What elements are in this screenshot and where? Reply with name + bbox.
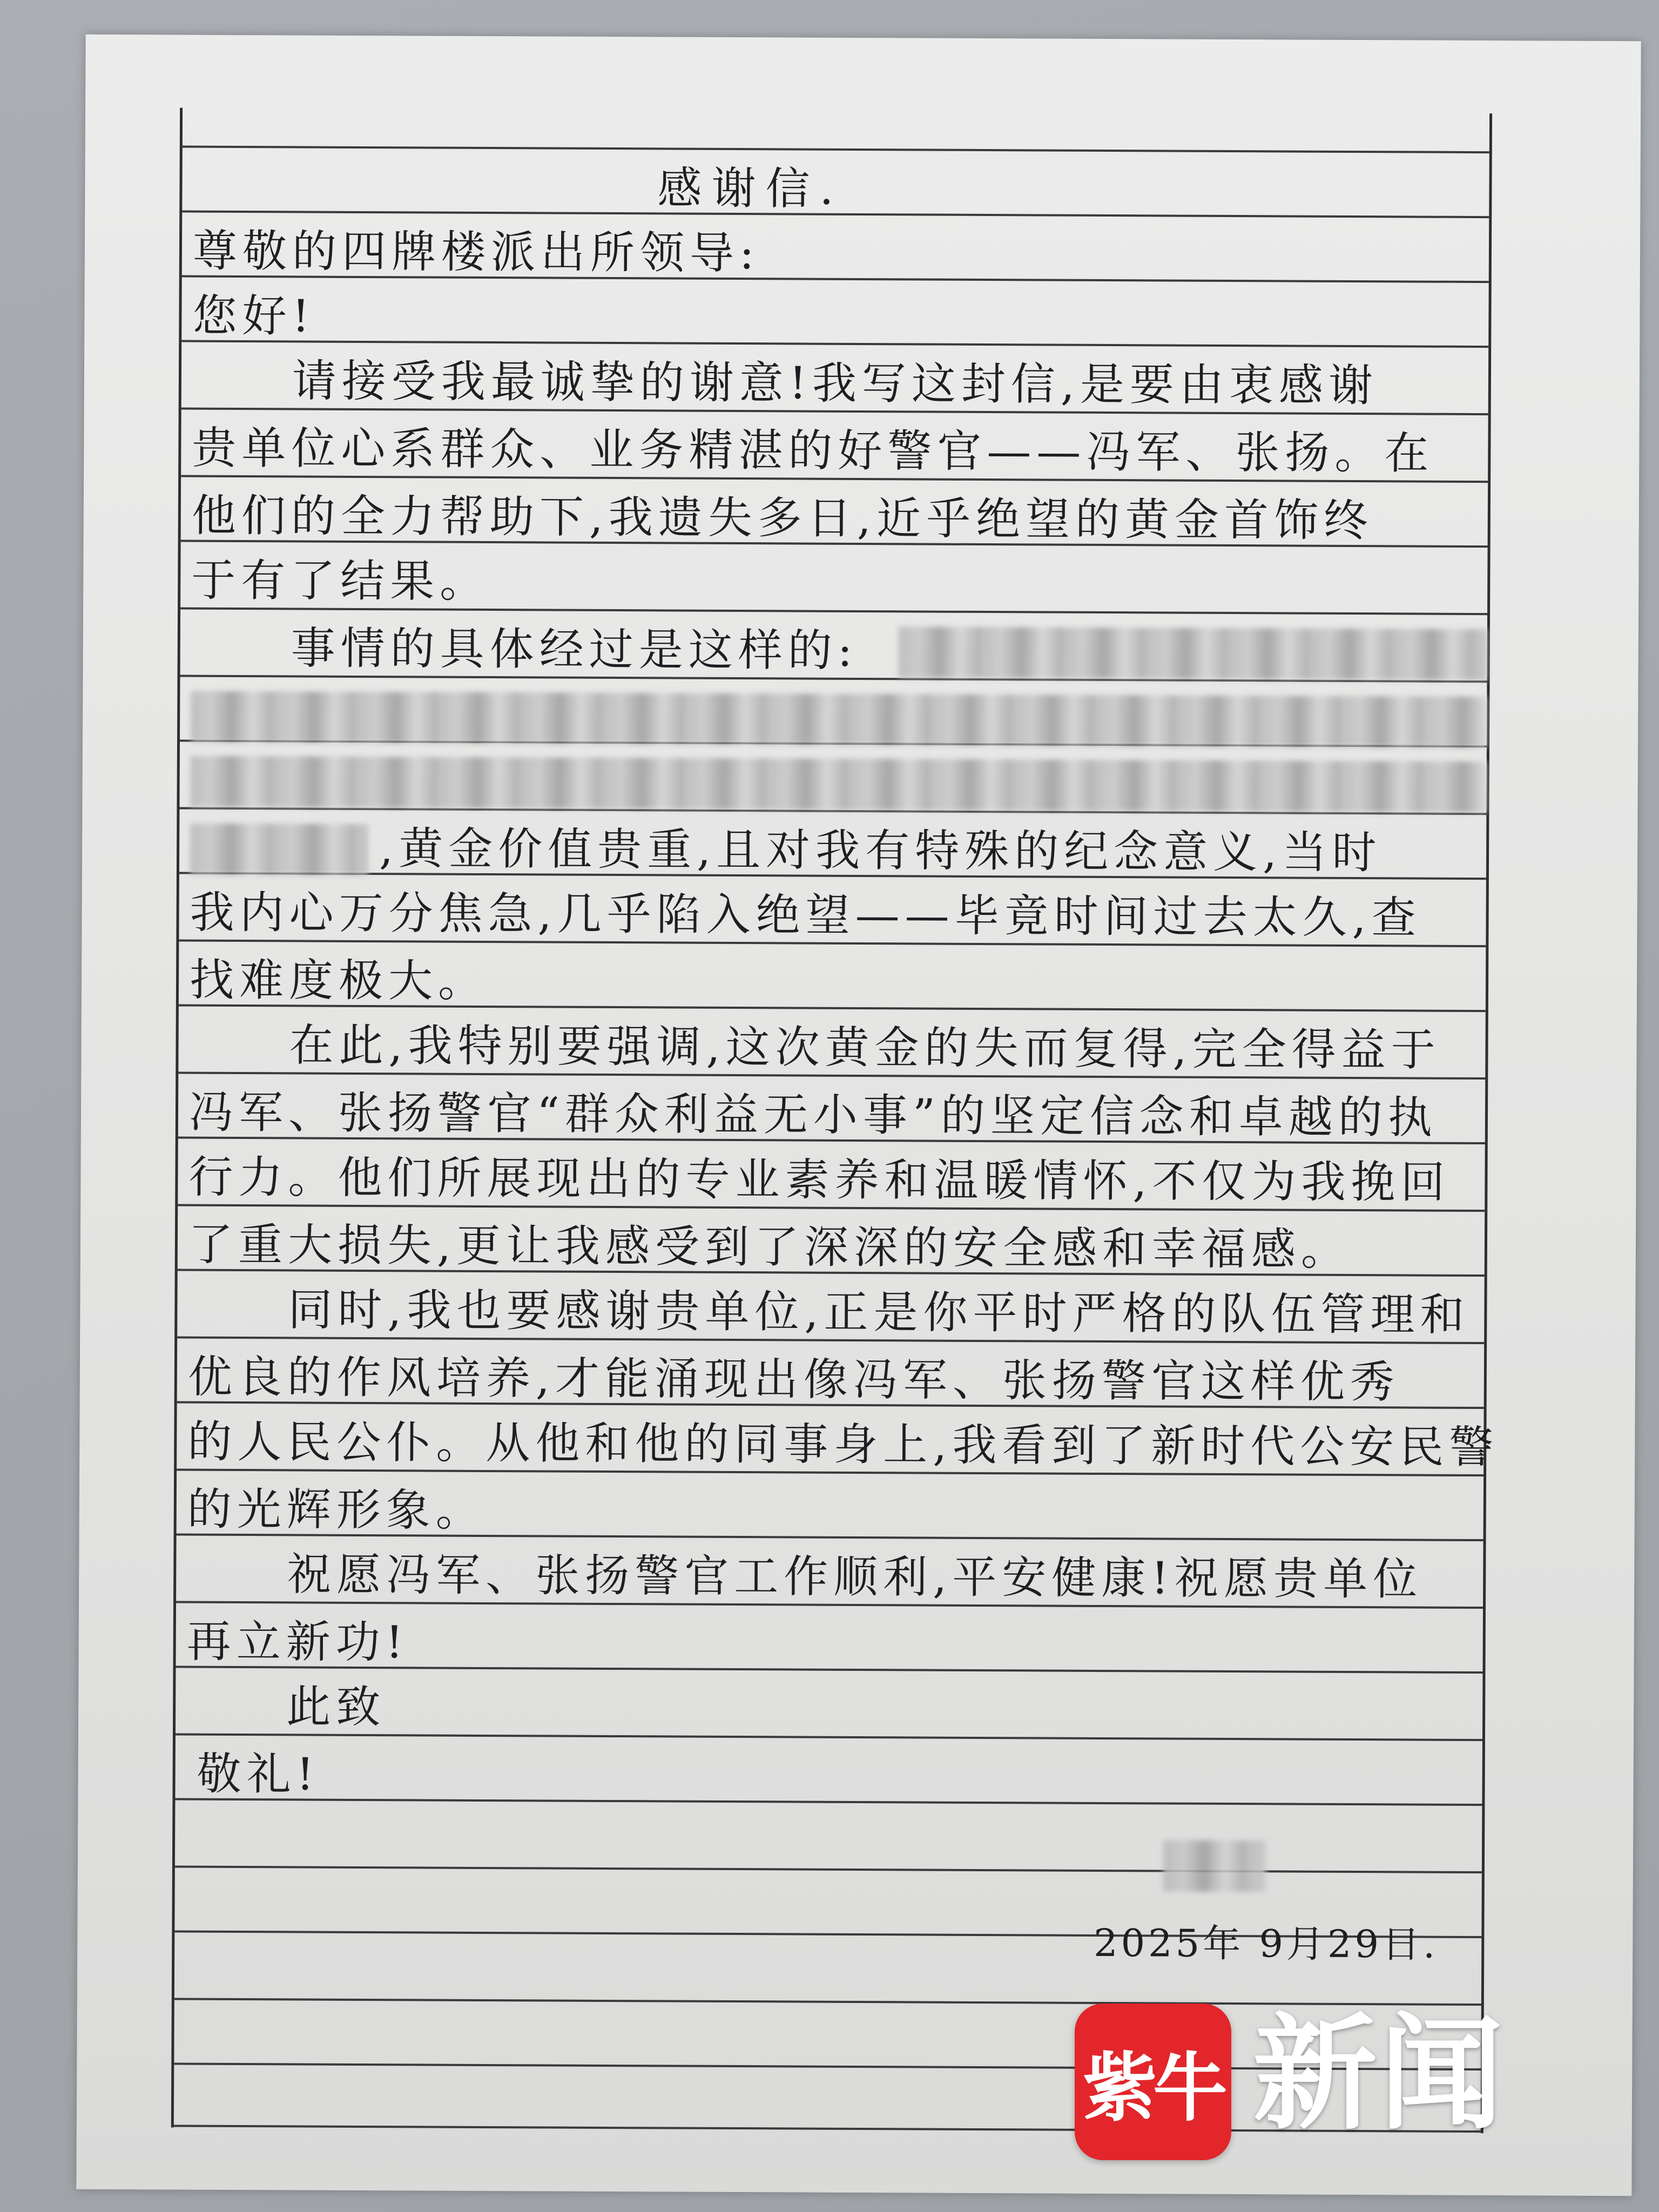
salutation: 尊敬的四牌楼派出所领导: [192,225,760,280]
rule-line [175,1798,1482,1806]
paragraph-line: 的人民公仆。从他和他的同事身上,我看到了新时代公安民警 [187,1416,1499,1474]
greeting: 您好! [192,290,315,342]
redacted-block [190,756,1486,813]
paragraph-line: 他们的全力帮助下,我遗失多日,近乎绝望的黄金首饰终 [191,490,1374,547]
paragraph-line: 在此,我特别要强调,这次黄金的失而复得,完全得益于 [289,1020,1441,1076]
paragraph-line: 冯军、张扬警官“群众利益无小事”的坚定信念和卓越的执 [188,1087,1438,1144]
paragraph-line: ,黄金价值贵重,且对我有特殊的纪念意义,当时 [379,823,1382,879]
redacted-block [190,824,368,875]
rule-line [180,608,1487,616]
paragraph-line: 请接受我最诚挚的谢意!我写这封信,是要由衷感谢 [292,355,1379,412]
paragraph-line: 行力。他们所展现出的专业素养和温暖情怀,不仅为我挽回 [188,1151,1451,1209]
paragraph-line: 了重大损失,更让我感受到了深深的安全感和幸福感。 [188,1219,1351,1276]
paragraph-line: 再立新功! [186,1616,409,1669]
rule-line [175,1865,1482,1873]
redacted-block [191,691,1487,748]
paragraph-line: 贵单位心系群众、业务精湛的好警官——冯军、张扬。在 [192,422,1434,480]
paragraph-line: 事情的具体经过是这样的: [291,623,858,677]
brand-logo-icon [1075,2004,1231,2160]
letter-paper [76,35,1641,2196]
paragraph-line: 祝愿冯军、张扬警官工作顺利,平安健康!祝愿贵单位 [287,1549,1423,1606]
rule-line [181,340,1488,348]
rule-line [183,146,1489,154]
closing-line: 敬礼! [197,1748,320,1800]
rule-line [176,1733,1482,1741]
paragraph-line: 找难度极大。 [189,954,488,1007]
paragraph-line: 于有了结果。 [191,555,490,608]
closing-line: 此致 [286,1681,386,1734]
redacted-block [899,626,1487,680]
brand-wordmark: 新闻 [1253,2001,1506,2147]
letter-title: 感谢信. [657,163,844,215]
letter-date: 2025年 9月29日. [1093,1920,1439,1967]
paragraph-line: 同时,我也要感谢贵单位,正是你平时严格的队伍管理和 [288,1284,1470,1341]
paragraph-line: 我内心万分焦急,几乎陷入绝望——毕竟时间过去太久,查 [190,887,1421,944]
paragraph-line: 的光辉形象。 [187,1483,486,1536]
redacted-signature [1163,1840,1266,1892]
brand-logo-glyph: 紫牛 [1082,2045,1223,2132]
paragraph-line: 优良的作风培养,才能涌现出像冯军、张扬警官这样优秀 [187,1351,1400,1408]
ruled-frame [171,107,1499,2133]
